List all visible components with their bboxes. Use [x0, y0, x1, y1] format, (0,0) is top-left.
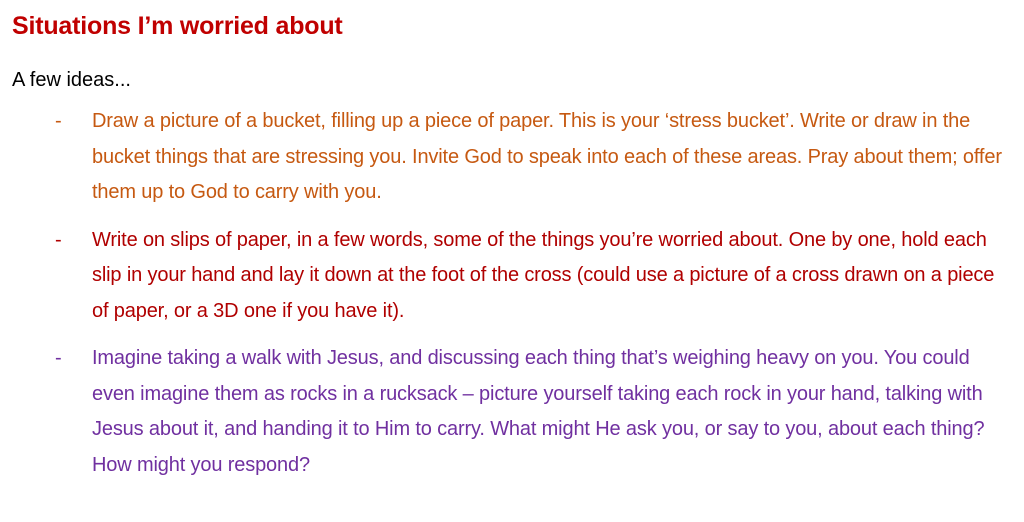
section-heading: Situations I’m worried about [12, 12, 343, 40]
ideas-list [0, 104, 1024, 483]
bullet-dash: - [55, 228, 62, 251]
idea-text: Write on slips of paper, in a few words, some of the things you’re worried about. One by one, hold each slip in your hand and lay it down at the foot of the cross (could use a picture of a cross drawn on a piece of paper, or a 3D one if you have it). [92, 228, 995, 322]
bullet-dash: - [55, 347, 62, 369]
idea-text: Imagine taking a walk with Jesus, and discussing each thing that’s weighing heavy on you. You could even imagine them as rocks in a rucksack – picture yourself taking each rock in your hand, talking with Jesus about it, and handing it to Him to carry. What might He ask you, or say to you, about each thing? How might you respond? [92, 347, 985, 476]
intro-text: A few ideas... [12, 69, 131, 91]
idea-item-slips-of-paper [0, 223, 1002, 330]
idea-item-walk-with-jesus [0, 341, 1002, 483]
idea-item-stress-bucket [0, 104, 1002, 211]
idea-text: Draw a picture of a bucket, filling up a piece of paper. This is your ‘stress bucket’. Write or draw in the bucket things that are stressing you. Invite God to speak into each of these areas. Pray about them; offer them up to God to carry with you. [92, 110, 1002, 203]
bullet-dash: - [55, 110, 62, 132]
